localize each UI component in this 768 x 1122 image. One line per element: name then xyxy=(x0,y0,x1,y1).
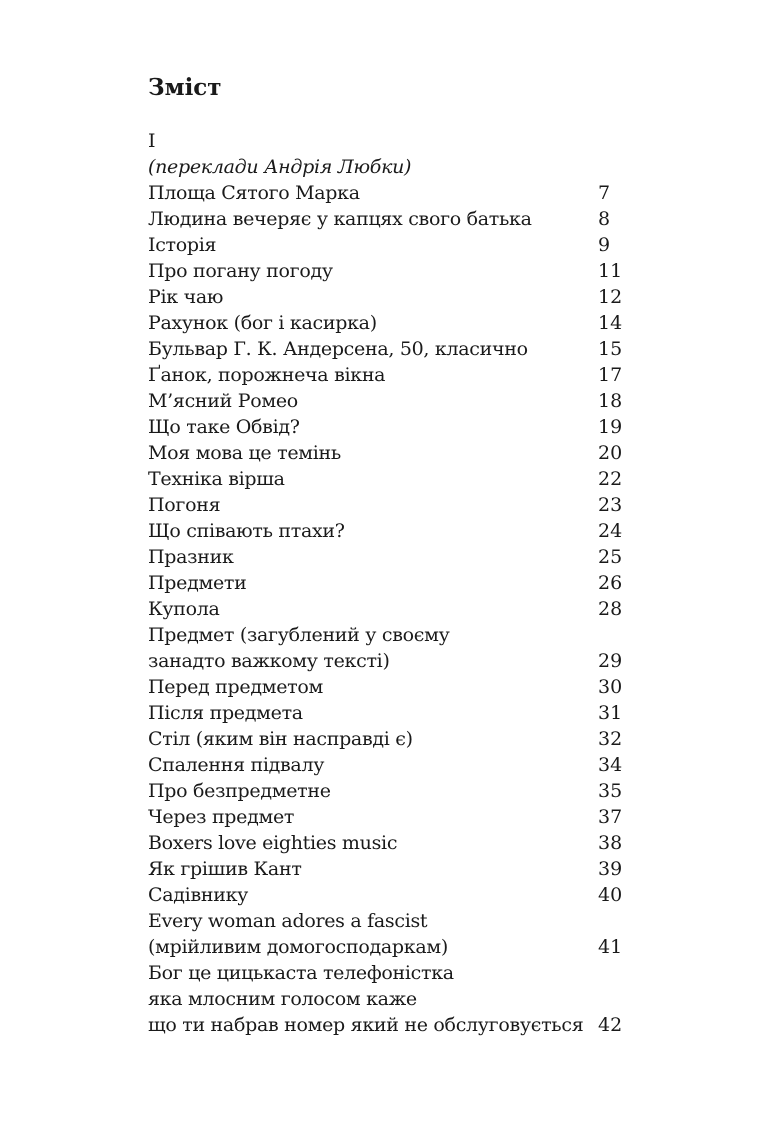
toc-entry-title: Що співають птахи? xyxy=(148,520,345,542)
toc-entry-title: Рік чаю xyxy=(148,286,224,308)
toc-entry-line xyxy=(148,752,628,778)
toc-entry-line xyxy=(148,596,628,622)
toc-entry-line xyxy=(148,960,628,986)
toc-entry-page-number: 12 xyxy=(598,286,623,308)
toc-entry-line xyxy=(148,570,628,596)
toc-entry-line xyxy=(148,908,628,934)
toc-entry-title: що ти набрав номер який не обслуговується xyxy=(148,1014,584,1036)
toc-entry-title: Про безпредметне xyxy=(148,780,331,802)
toc-entry-line xyxy=(148,544,628,570)
toc-entry-title: Перед предметом xyxy=(148,676,323,698)
toc-entry-page-number: 7 xyxy=(598,182,611,204)
toc-entry-page-number: 34 xyxy=(598,754,623,776)
toc-entry-line xyxy=(148,466,628,492)
toc-entry-page-number: 24 xyxy=(598,520,623,542)
toc-entry-title: яка млосним голосом каже xyxy=(148,988,417,1010)
toc-entry-line xyxy=(148,856,628,882)
toc-entry-page-number: 9 xyxy=(598,234,611,256)
toc-entry-title: Стіл (яким він насправді є) xyxy=(148,728,413,750)
toc-entry-line xyxy=(148,258,628,284)
toc-entry-line xyxy=(148,700,628,726)
toc-entry-page-number: 39 xyxy=(598,858,623,880)
toc-entry-page-number: 29 xyxy=(598,650,623,672)
toc-entry-title: Після предмета xyxy=(148,702,303,724)
toc-entry-page-number: 38 xyxy=(598,832,623,854)
toc-entry-page-number: 18 xyxy=(598,390,623,412)
toc-entry-page-number: 28 xyxy=(598,598,623,620)
toc-entry-title: Історія xyxy=(148,234,217,256)
toc-entry-page-number: 25 xyxy=(598,546,623,568)
toc-entry-title: Рахунок (бог і касирка) xyxy=(148,312,377,334)
toc-entry-title: Техніка вірша xyxy=(148,468,285,490)
toc-entry-line xyxy=(148,440,628,466)
toc-entry-title: Через предмет xyxy=(148,806,295,828)
toc-entry-title: Садівнику xyxy=(148,884,249,906)
toc-entry-page-number: 8 xyxy=(598,208,611,230)
toc-entry-page-number: 14 xyxy=(598,312,623,334)
toc-entry-page-number: 26 xyxy=(598,572,623,594)
toc-entry-title: М’ясний Ромео xyxy=(148,390,298,412)
toc-entry-title: занадто важкому тексті) xyxy=(148,650,390,672)
section-subtitle xyxy=(148,154,628,180)
toc-entry-line xyxy=(148,362,628,388)
toc-entry-page-number: 40 xyxy=(598,884,623,906)
toc-entry-line xyxy=(148,1012,628,1038)
toc-entry-line xyxy=(148,336,628,362)
toc-entry-page-number: 23 xyxy=(598,494,623,516)
toc-entry-line xyxy=(148,284,628,310)
toc-entry-title: Купола xyxy=(148,598,220,620)
toc-entry-line xyxy=(148,180,628,206)
toc-entry-page-number: 31 xyxy=(598,702,623,724)
toc-entry-title: Every woman adores a fascist xyxy=(148,910,428,932)
toc-entry-title: Бульвар Г. К. Андерсена, 50, класично xyxy=(148,338,528,360)
toc-entry-line xyxy=(148,414,628,440)
toc-entry-line xyxy=(148,726,628,752)
toc-entry-title: Людина вечеряє у капцях свого батька xyxy=(148,208,532,230)
toc-entry-line xyxy=(148,622,628,648)
toc-entry-page-number: 30 xyxy=(598,676,623,698)
toc-entry-line xyxy=(148,674,628,700)
table-of-contents xyxy=(148,128,628,1038)
toc-entry-page-number: 41 xyxy=(598,936,623,958)
toc-entry-title: (мрійливим домогосподаркам) xyxy=(148,936,448,958)
toc-entry-page-number: 35 xyxy=(598,780,623,802)
toc-entry-line xyxy=(148,206,628,232)
toc-entry-page-number: 42 xyxy=(598,1014,623,1036)
toc-entry-line xyxy=(148,518,628,544)
toc-entry-title: Що таке Обвід? xyxy=(148,416,300,438)
toc-entry-line xyxy=(148,388,628,414)
toc-entry-title: Boxers love eighties music xyxy=(148,832,398,854)
toc-entry-page-number: 15 xyxy=(598,338,623,360)
toc-entry-page-number: 32 xyxy=(598,728,623,750)
toc-entry-line xyxy=(148,492,628,518)
toc-entry-page-number: 19 xyxy=(598,416,623,438)
toc-entry-line xyxy=(148,986,628,1012)
toc-entry-line xyxy=(148,778,628,804)
toc-entry-line xyxy=(148,232,628,258)
toc-entry-title: Як грішив Кант xyxy=(148,858,302,880)
toc-entry-line xyxy=(148,310,628,336)
toc-entry-title: Ґанок, порожнеча вікна xyxy=(148,364,386,386)
section-subtitle-text: (переклади Андрія Любки) xyxy=(148,156,412,178)
toc-entry-page-number: 17 xyxy=(598,364,623,386)
toc-entry-title: Про погану погоду xyxy=(148,260,333,282)
toc-entry-title: Спалення підвалу xyxy=(148,754,325,776)
toc-entry-title: Площа Сятого Марка xyxy=(148,182,360,204)
section-numeral xyxy=(148,128,628,154)
toc-entry-line xyxy=(148,934,628,960)
toc-entry-line xyxy=(148,648,628,674)
toc-entry-line xyxy=(148,830,628,856)
toc-entry-title: Моя мова це темінь xyxy=(148,442,341,464)
toc-entry-title: Бог це цицькаста телефоністка xyxy=(148,962,454,984)
section-numeral-text: I xyxy=(148,130,156,152)
toc-entry-page-number: 22 xyxy=(598,468,623,490)
toc-entry-title: Предмети xyxy=(148,572,247,594)
toc-entry-title: Предмет (загублений у своєму xyxy=(148,624,450,646)
toc-entry-page-number: 20 xyxy=(598,442,623,464)
toc-entry-title: Погоня xyxy=(148,494,221,516)
toc-entry-line xyxy=(148,882,628,908)
toc-entry-page-number: 37 xyxy=(598,806,623,828)
toc-entry-line xyxy=(148,804,628,830)
toc-entry-title: Празник xyxy=(148,546,234,568)
page-title: Зміст xyxy=(148,74,222,101)
toc-entry-page-number: 11 xyxy=(598,260,623,282)
